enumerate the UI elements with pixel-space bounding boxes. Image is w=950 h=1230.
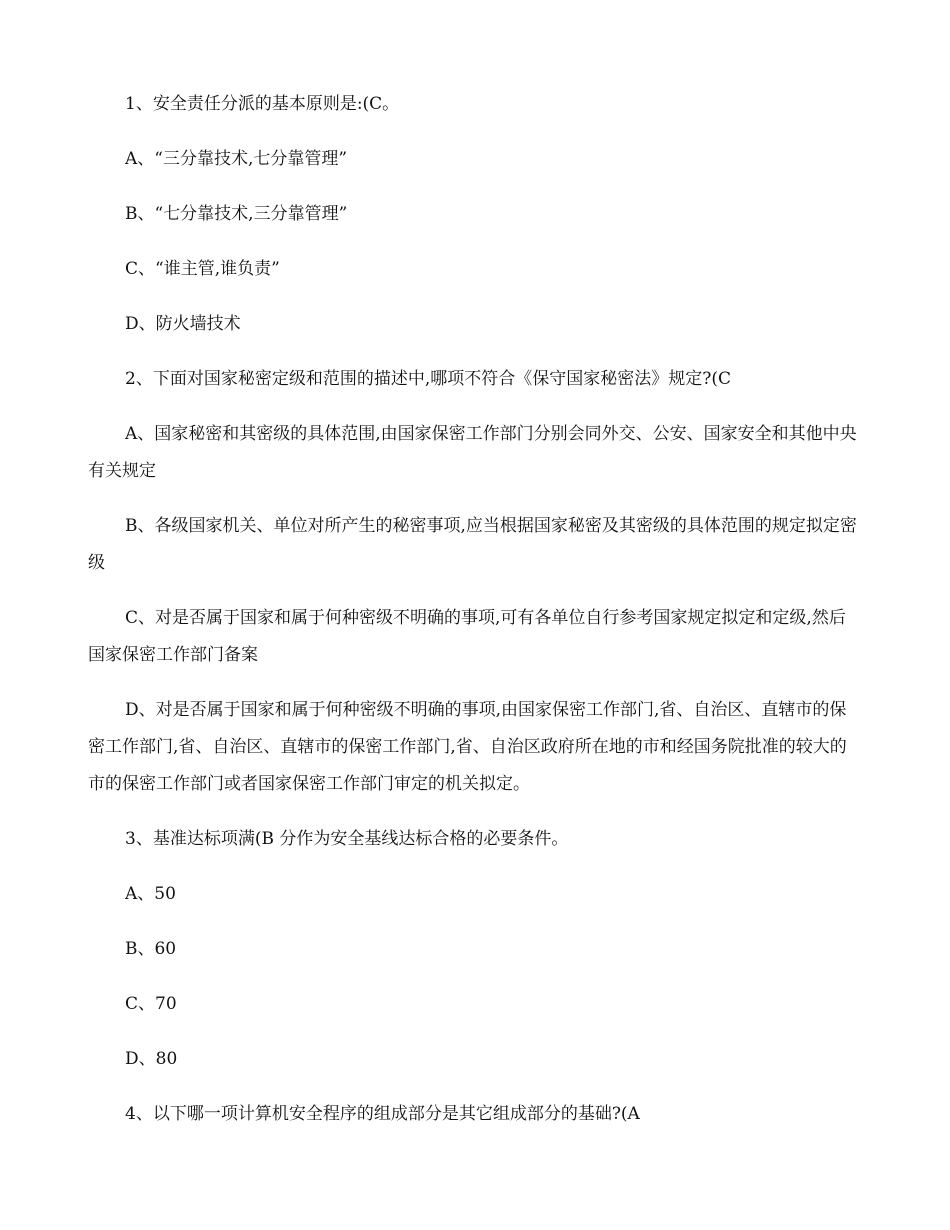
question-3-option-d: D、80 [125,1049,178,1069]
question-3: 3、基准达标项满(B 分作为安全基线达标合格的必要条件。 [125,829,569,849]
question-3-option-a: A、50 [125,884,176,904]
question-3-option-c: C、70 [125,994,177,1014]
question-2-option-a: A、国家秘密和其密级的具体范围,由国家保密工作部门分别会同外交、公安、国家安全和其他中央有关规定 [88,424,857,481]
question-4: 4、以下哪一项计算机安全程序的组成部分是其它组成部分的基础?(A [125,1104,640,1124]
question-2-option-c: C、对是否属于国家和属于何种密级不明确的事项,可有各单位自行参考国家规定拟定和定级,然后国家保密工作部门备案 [88,608,846,665]
question-1-option-d: D、防火墙技术 [125,314,241,334]
question-2-option-d: D、对是否属于国家和属于何种密级不明确的事项,由国家保密工作部门,省、自治区、直辖市的保密工作部门,省、自治区、直辖市的保密工作部门,省、自治区政府所在地的市和经国务院批准的较大的市的保密工作部门或者国家保密工作部门审定的机关拟定。 [88,700,847,794]
question-2-option-b: B、各级国家机关、单位对所产生的秘密事项,应当根据国家秘密及其密级的具体范围的规定拟定密级 [88,516,857,573]
question-1: 1、安全责任分派的基本原则是:(C。 [125,94,400,114]
question-1-option-c: C、“谁主管,谁负责” [125,259,280,279]
question-1-option-a: A、“三分靠技术,七分靠管理” [125,149,348,169]
document-content [88,86,858,1151]
question-2: 2、下面对国家秘密定级和范围的描述中,哪项不符合《保守国家秘密法》规定?(C [125,369,731,389]
question-1-option-b: B、“七分靠技术,三分靠管理” [125,204,348,224]
question-3-option-b: B、60 [125,939,177,959]
